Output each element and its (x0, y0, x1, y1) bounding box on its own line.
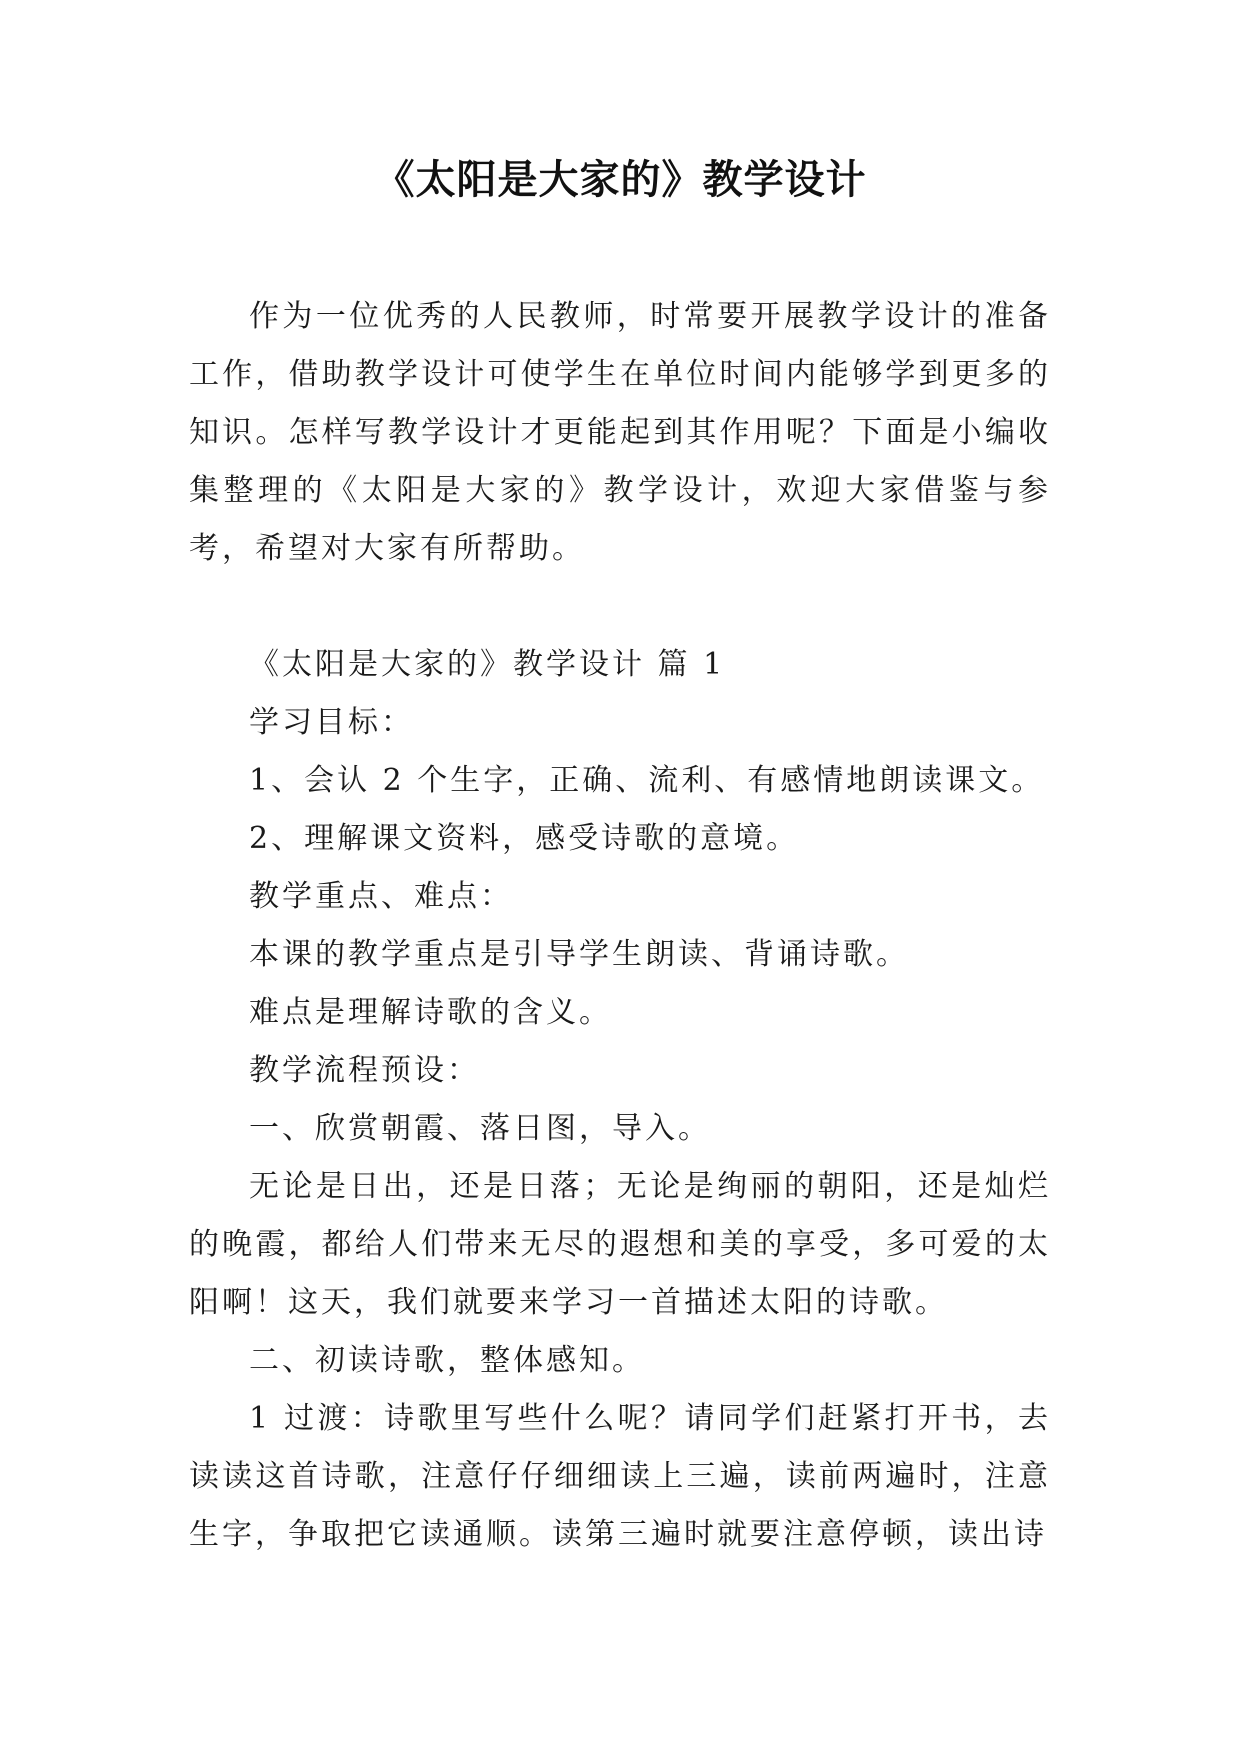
paragraph-process-label: 教学流程预设： (249, 1053, 480, 1088)
paragraph-step-2-text: 1 过渡：诗歌里写些什么呢？请同学们赶紧打开书，去读读这首诗歌，注意仔仔细细读上三遍，读前两遍时，注意生字，争取把它读通顺。读第三遍时就要注意停顿，读出诗 (189, 1401, 1051, 1552)
paragraph-goal-1: 1、会认 2 个生字，正确、流利、有感情地朗读课文。 (249, 763, 1045, 798)
document-title: 《太阳是大家的》教学设计 (374, 157, 867, 203)
paragraph-step-2: 二、初读诗歌，整体感知。 (249, 1343, 645, 1378)
document-body (189, 288, 1051, 1564)
paragraph-key-point: 本课的教学重点是引导学生朗读、背诵诗歌。 (249, 937, 909, 972)
paragraph-key-points-label: 教学重点、难点： (249, 879, 513, 914)
paragraph-learning-goals-label: 学习目标： (249, 705, 414, 740)
paragraph-step-1-text: 无论是日出，还是日落；无论是绚丽的朝阳，还是灿烂的晚霞，都给人们带来无尽的遐想和美的享受，多可爱的太阳啊！这天，我们就要来学习一首描述太阳的诗歌。 (189, 1169, 1051, 1320)
paragraph-step-1: 一、欣赏朝霞、落日图，导入。 (249, 1111, 711, 1146)
section-heading: 《太阳是大家的》教学设计 篇 1 (249, 647, 726, 682)
paragraph-goal-2: 2、理解课文资料，感受诗歌的意境。 (249, 821, 800, 856)
paragraph-difficulty: 难点是理解诗歌的含义。 (249, 995, 612, 1030)
intro-paragraph: 作为一位优秀的人民教师，时常要开展教学设计的准备工作，借助教学设计可使学生在单位时间内能够学到更多的知识。怎样写教学设计才更能起到其作用呢？下面是小编收集整理的《太阳是大家的》教学设计，欢迎大家借鉴与参考，希望对大家有所帮助。 (189, 299, 1051, 566)
